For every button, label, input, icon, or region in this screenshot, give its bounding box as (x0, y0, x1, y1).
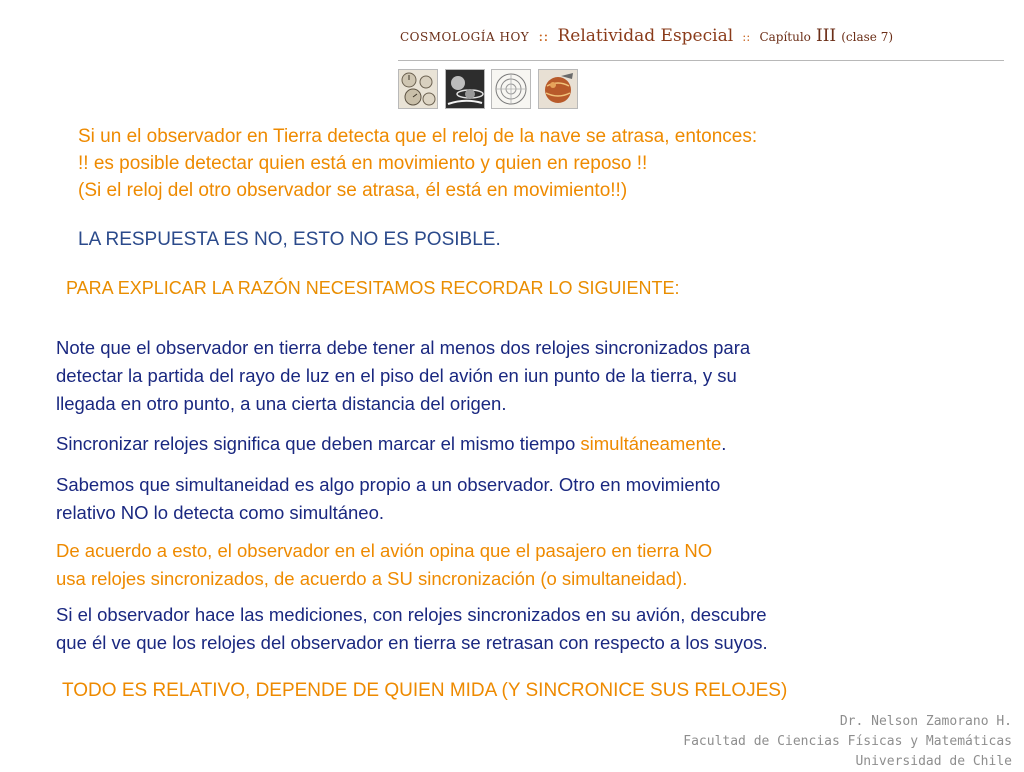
header-separator: :: (538, 27, 549, 45)
header-separator: :: (742, 30, 751, 44)
footer-university: Universidad de Chile (855, 754, 1012, 769)
question-line-1: Si un el observador en Tierra detecta que el reloj de la nave se atrasa, entonces: (78, 126, 758, 147)
paragraph-1-line-3: llegada en otro punto, a una cierta distancia del origen. (56, 393, 507, 414)
header-chapter-number: III (816, 26, 837, 46)
conclusion: TODO ES RELATIVO, DEPENDE DE QUIEN MIDA (Y SINCRONICE SUS RELOJES) (62, 680, 788, 701)
footer-credits (683, 712, 1012, 772)
answer-statement: LA RESPUESTA ES NO, ESTO NO ES POSIBLE. (78, 229, 501, 250)
header-series: COSMOLOGÍA HOY (400, 30, 530, 44)
paragraph-4-line-1: De acuerdo a esto, el observador en el avión opina que el pasajero en tierra NO (56, 540, 713, 561)
header-chapter-word: Capítulo (759, 30, 811, 44)
header-class-label: (clase 7) (841, 30, 894, 44)
planets-thumbnail[interactable] (445, 69, 485, 109)
header-rule (398, 60, 1004, 61)
paragraph-2 (56, 430, 726, 458)
question-line-2: !! es posible detectar quien está en movimiento y quien en reposo !! (78, 153, 648, 174)
paragraph-2-period: . (721, 433, 727, 454)
paragraph-1-line-2: detectar la partida del rayo de luz en el piso del avión en iun punto de la tierra, y su (56, 365, 737, 386)
paragraph-5-line-2: que él ve que los relojes del observador en tierra se retrasan con respecto a los suyos. (56, 632, 768, 653)
highlight-simultaneamente: simultáneamente (580, 433, 722, 454)
header-topic: Relatividad Especial (557, 26, 734, 46)
clocks-thumbnail[interactable] (398, 69, 438, 109)
paragraph-3-line-1: Sabemos que simultaneidad es algo propio a un observador. Otro en movimiento (56, 474, 721, 495)
paragraph-2-text: Sincronizar relojes significa que deben marcar el mismo tiempo (56, 433, 581, 454)
footer-author: Dr. Nelson Zamorano H. (839, 714, 1012, 729)
slide-header (400, 26, 893, 46)
subheading: PARA EXPLICAR LA RAZÓN NECESITAMOS RECORDAR LO SIGUIENTE: (66, 278, 680, 298)
paragraph-1-line-1: Note que el observador en tierra debe tener al menos dos relojes sincronizados para (56, 337, 751, 358)
paragraph-3-line-2: relativo NO lo detecta como simultáneo. (56, 502, 385, 523)
question-line-3: (Si el reloj del otro observador se atrasa, él está en movimiento!!) (78, 180, 628, 201)
footer-faculty: Facultad de Ciencias Físicas y Matemáticas (683, 734, 1012, 749)
globe-thumbnail[interactable] (538, 69, 578, 109)
paragraph-5-line-1: Si el observador hace las mediciones, con relojes sincronizados en su avión, descubre (56, 604, 767, 625)
paragraph-4-line-2: usa relojes sincronizados, de acuerdo a SU sincronización (o simultaneidad). (56, 568, 688, 589)
astrolabe-thumbnail[interactable] (491, 69, 531, 109)
